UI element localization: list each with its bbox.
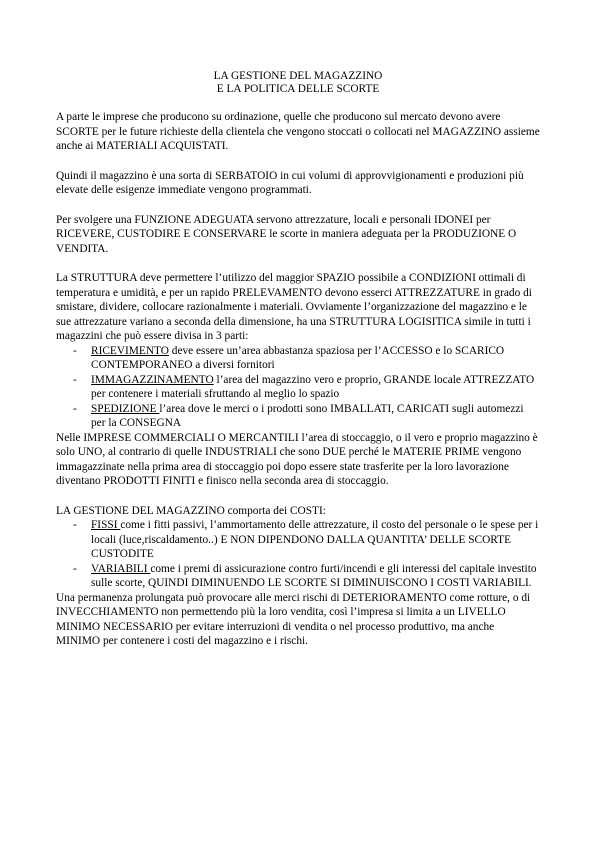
text-spedizione: l’area dove le merci o i prodotti sono IMBALLATI, CARICATI sugli automezzi per la CONSEGNA bbox=[91, 402, 524, 429]
list-item-spedizione bbox=[56, 402, 540, 431]
paragraph-commercial: Nelle IMPRESE COMMERCIALI O MERCANTILI l’area di stoccaggio, o il vero e proprio magazzino è solo UNO, al contrario di quelle INDUSTRIALI che sono DUE perché le MATERIE PRIME vengono immagazzinate nella prima area di stoccaggio poi dopo essere state trasferite per la loro lavorazione diventano PRODOTTI FINITI e finisco nella seconda area di stoccaggio. bbox=[56, 431, 538, 487]
paragraph-intro: A parte le imprese che producono su ordinazione, quelle che producono sul mercato devono avere SCORTE per le future richieste della clientela che vengono stoccati o collocati nel MAGAZZINO assieme anche ai MATERIALI ACQUISTATI. bbox=[56, 111, 540, 152]
list-item-ricevimento bbox=[56, 344, 540, 373]
text-ricevimento: deve essere un’area abbastanza spaziosa per l’ACCESSO e lo SCARICO CONTEMPORANEO a diversi fornitori bbox=[91, 344, 505, 371]
term-fissi: FISSI bbox=[91, 519, 121, 531]
document-title bbox=[56, 70, 540, 96]
list-item-fissi bbox=[56, 518, 540, 562]
list-item-variabili bbox=[56, 562, 540, 591]
paragraph-funzione: Per svolgere una FUNZIONE ADEGUATA servono attrezzature, locali e personali IDONEI per RICEVERE, CUSTODIRE E CONSERVARE le scorte in maniera adeguata per la PRODUZIONE O VENDITA. bbox=[56, 213, 517, 255]
term-immagazzinamento: IMMAGAZZINAMENTO bbox=[91, 373, 214, 386]
costs-list bbox=[56, 518, 540, 591]
term-ricevimento: RICEVIMENTO bbox=[91, 344, 169, 357]
term-spedizione: SPEDIZIONE bbox=[91, 402, 160, 415]
paragraph-struttura: La STRUTTURA deve permettere l’utilizzo del maggior SPAZIO possibile a CONDIZIONI ottimali di temperatura e umidità, e per un rapido PRELEVAMENTO devono esserci ATTREZZATURE in grado di smistare, dividere, collocare razionalmente i materiali. Ovviamente l’organizzazione del magazzino e le sue attrezzature variano a seconda della dimensione, ha una STRUTTURA LOGISITICA simile in tutti i magazzini che può essere divisa in 3 parti: bbox=[56, 272, 532, 342]
text-immagazzinamento: l’area del magazzino vero e proprio, GRANDE locale ATTREZZATO per contenere i materiali sfruttando al meglio lo spazio bbox=[91, 373, 535, 400]
text-fissi: come i fitti passivi, l’ammortamento delle attrezzature, il costo del personale o le spese per i locali (luce,riscaldamento..) E NON DIPENDONO DALLA QUANTITA’ DELLE SCORTE CUSTODITE bbox=[91, 519, 539, 560]
title-line-1: LA GESTIONE DEL MAGAZZINO bbox=[213, 70, 383, 82]
structure-list bbox=[56, 344, 540, 431]
text-variabili: come i premi di assicurazione contro furti/incendi e gli interessi del capitale investito sulle scorte, QUINDI DIMINUENDO LE SCORTE SI DIMINUISCONO I COSTI VARIABILI. bbox=[91, 562, 537, 589]
paragraph-serbatoio: Quindi il magazzino è una sorta di SERBATOIO in cui volumi di approvvigionamenti e produzioni più elevate delle esigenze immediate vengono programmati. bbox=[56, 169, 524, 196]
title-line-2: E LA POLITICA DELLE SCORTE bbox=[216, 83, 380, 95]
paragraph-final: Una permanenza prolungata può provocare alle merci rischi di DETERIORAMENTO come rotture, o di INVECCHIAMENTO non permettendo più la loro vendita, così l’impresa si limita a un LIVELLO MINIMO NECESSARIO per evitare interruzioni di vendita o nel processo produttivo, ma anche MINIMO per contenere i costi del magazzino e i rischi. bbox=[56, 591, 531, 647]
costs-intro: LA GESTIONE DEL MAGAZZINO comporta dei COSTI: bbox=[56, 504, 326, 517]
list-item-immagazzinamento bbox=[56, 373, 540, 402]
term-variabili: VARIABILI bbox=[91, 562, 151, 575]
